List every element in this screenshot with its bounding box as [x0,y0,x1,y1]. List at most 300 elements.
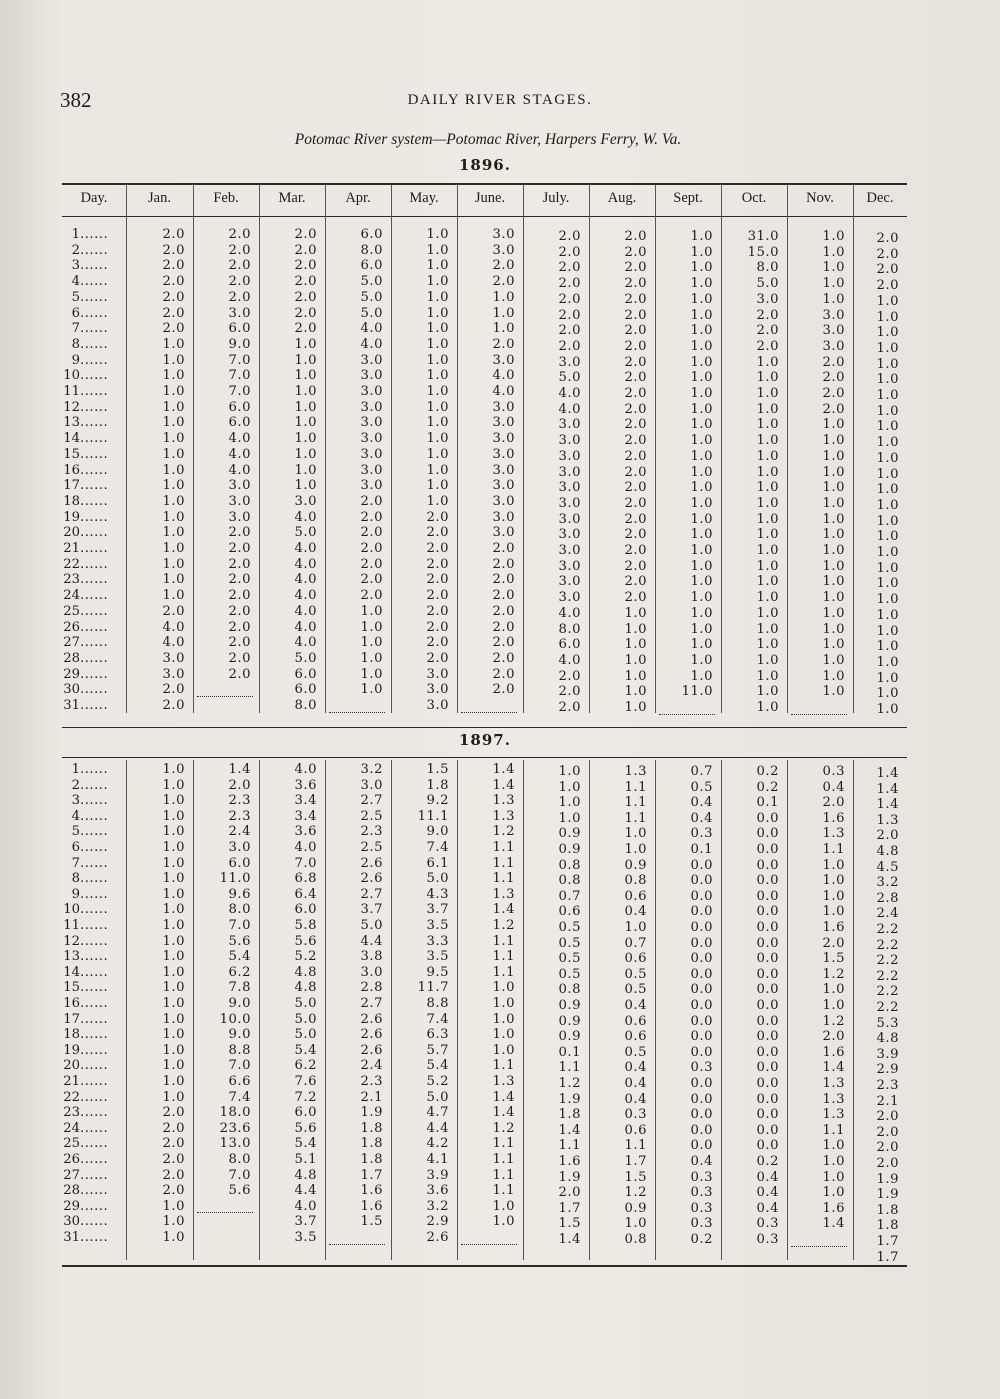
day-label [62,321,124,337]
stage-value: 2.0 [360,509,383,525]
stage-value: 4.8 [876,844,899,859]
stage-value: 1.0 [756,386,779,401]
stage-value: 9.0 [228,336,251,352]
stage-value: 1.2 [492,824,515,840]
stage-value: 1.0 [822,621,845,637]
stage-value: 2.8 [360,980,383,996]
stage-value: 1.0 [426,431,449,447]
stage-value: 1.0 [822,511,845,527]
stage-value: 2.9 [876,1062,899,1078]
column-divider [721,185,722,713]
day-label [62,918,124,934]
stage-value: 0.0 [690,935,713,951]
leader-dots: ...... [80,682,109,698]
stage-value: 2.0 [294,242,317,258]
stage-value: 0.3 [690,1216,713,1232]
stage-value: 5.0 [360,918,383,933]
stage-value: 2.0 [624,323,647,339]
day-number: 18 [63,1027,80,1043]
stage-value: 5.1 [294,1152,317,1167]
day-label [62,871,124,887]
stage-value: 4.8 [876,1031,899,1047]
stage-value: 2.0 [294,258,317,274]
stage-value: 2.3 [360,824,383,840]
stage-value: 11.7 [417,980,449,996]
column-divider [853,760,854,1260]
stage-value: 1.0 [426,321,449,337]
leader-dots: ...... [80,980,109,996]
stage-value: 1.0 [294,399,317,415]
stage-value: 4.0 [228,431,251,447]
stage-value: 3.0 [822,307,845,323]
stage-value: 3.2 [876,875,899,891]
stage-value: 1.0 [294,336,317,352]
leader-dots: ...... [80,902,109,918]
stage-value: 2.0 [228,619,251,635]
stage-value: 3.0 [492,478,515,494]
stage-value: 0.3 [690,826,713,842]
stage-value: 1.0 [756,700,779,715]
stage-value: 2.4 [228,824,251,840]
stage-value: 1.0 [876,293,899,309]
stage-value: 1.0 [294,462,317,478]
stage-value: 1.1 [822,842,845,857]
stage-value: 1.1 [492,855,515,871]
stage-value: 0.2 [690,1232,713,1247]
stage-value: 2.0 [228,258,251,274]
stage-value: 1.1 [492,949,515,965]
leader-dots: ...... [80,777,109,793]
stage-value: 5.0 [426,1089,449,1105]
empty-cell-leader [791,714,847,715]
stage-value: 1.5 [558,1216,581,1232]
stage-value: 2.0 [162,603,185,619]
stage-value: 4.0 [558,605,581,621]
stage-value: 2.0 [492,572,515,588]
stage-value: 3.0 [162,666,185,682]
stage-value: 1.0 [822,291,845,307]
stage-value: 1.0 [690,511,713,527]
stage-value: 1.0 [162,933,185,949]
stage-value: 1.0 [162,399,185,415]
stage-value: 0.4 [756,1200,779,1216]
day-label [62,840,124,856]
year-heading-1896: 1896. [459,156,511,174]
stage-value: 3.0 [558,574,581,590]
day-number: 30 [63,1214,80,1230]
stage-value: 11.0 [681,684,713,700]
stage-value: 1.2 [492,918,515,933]
day-label [62,306,124,322]
stage-value: 3.0 [360,964,383,980]
stage-value: 0.6 [624,951,647,967]
stage-value: 3.6 [426,1183,449,1199]
stage-value: 3.0 [558,527,581,543]
stage-value: 3.0 [492,446,515,462]
leader-dots: ...... [80,855,109,871]
leader-dots: ...... [80,368,109,384]
stage-value: 1.0 [162,964,185,980]
day-label [62,463,124,479]
day-label [62,525,124,541]
column-divider [787,760,788,1260]
column-divider [391,185,392,713]
empty-cell-leader [197,696,253,697]
day-label [62,1136,124,1152]
day-number: 12 [63,933,80,949]
day-number: 28 [63,650,80,666]
stage-value: 2.0 [162,274,185,290]
stage-value: 0.4 [690,1154,713,1169]
stage-value: 0.4 [756,1169,779,1185]
stage-value: 7.4 [426,1011,449,1027]
empty-cell-leader [329,1244,385,1245]
stage-value: 4.7 [426,1105,449,1121]
leader-dots: ...... [80,525,109,541]
stage-value: 1.0 [690,338,713,354]
stage-value: 1.9 [558,1169,581,1185]
stage-value: 11.1 [417,808,449,824]
stage-value: 1.0 [690,323,713,339]
stage-value: 2.0 [756,307,779,323]
stage-value: 1.0 [162,949,185,965]
stage-value: 2.2 [876,1000,899,1015]
stage-value: 1.0 [162,1089,185,1105]
stage-value: 1.0 [756,668,779,684]
day-label [62,1121,124,1137]
stage-value: 1.0 [624,668,647,684]
stage-value: 4.4 [294,1183,317,1199]
column-divider [523,185,524,713]
stage-value: 1.0 [426,493,449,509]
stage-value: 4.2 [426,1136,449,1152]
stage-value: 1.0 [624,684,647,700]
stage-value: 3.0 [360,384,383,399]
stage-value: 2.4 [876,906,899,922]
stage-value: 1.0 [162,446,185,462]
stage-value: 7.0 [228,1058,251,1074]
stage-value: 1.0 [756,574,779,590]
stage-value: 1.0 [492,996,515,1011]
stage-value: 3.0 [426,698,449,713]
stage-value: 2.6 [426,1230,449,1245]
stage-value: 0.0 [690,920,713,935]
stage-value: 3.0 [558,558,581,574]
stage-value: 1.4 [492,1089,515,1105]
stage-value: 0.0 [690,873,713,889]
stage-value: 1.6 [360,1198,383,1214]
column-divider [259,185,260,713]
leader-dots: ...... [80,886,109,902]
stage-value: 6.0 [228,321,251,337]
stage-value: 4.0 [294,588,317,604]
stage-value: 1.7 [558,1200,581,1216]
stage-value: 1.7 [876,1249,899,1265]
header-day: Day. [80,190,108,206]
column-divider [193,185,194,713]
stage-value: 0.8 [558,873,581,889]
stage-value: 3.0 [426,666,449,682]
leader-dots: ...... [80,1136,109,1152]
header-month-3: Mar. [278,190,306,206]
leader-dots: ...... [80,1105,109,1121]
stage-value: 5.0 [294,525,317,541]
day-label [62,824,124,840]
day-label [62,1168,124,1184]
stage-value: 1.9 [876,1171,899,1187]
stage-value: 2.3 [228,808,251,824]
stage-value: 1.0 [492,1027,515,1043]
stage-value: 1.0 [558,764,581,779]
stage-value: 1.0 [822,464,845,480]
stage-value: 1.6 [360,1183,383,1199]
empty-cell-leader [791,1246,847,1247]
leader-dots: ...... [80,1152,109,1167]
stage-value: 1.0 [876,309,899,325]
stage-value: 0.4 [624,1060,647,1076]
day-label [62,604,124,620]
stage-value: 0.0 [756,888,779,904]
stage-value: 1.0 [822,684,845,700]
stage-value: 2.0 [426,509,449,525]
stage-value: 2.0 [426,619,449,635]
stage-value: 3.0 [360,415,383,431]
stage-value: 3.0 [228,840,251,855]
stage-value: 2.0 [426,650,449,666]
stage-value: 1.3 [876,812,899,828]
stage-value: 2.5 [360,808,383,824]
stage-value: 6.2 [228,964,251,980]
day-number: 13 [63,949,80,965]
leader-dots: ...... [80,603,109,619]
stage-value: 1.0 [690,605,713,621]
stage-value: 2.0 [624,480,647,496]
stage-value: 2.0 [822,401,845,417]
stage-value: 2.0 [558,276,581,292]
stage-value: 3.0 [558,480,581,496]
stage-value: 1.0 [162,541,185,556]
stage-value: 1.0 [162,1214,185,1230]
stage-value: 4.8 [294,980,317,996]
stage-value: 6.6 [228,1074,251,1089]
stage-value: 0.9 [558,1013,581,1029]
empty-cell-leader [461,712,517,713]
stage-value: 1.1 [822,1122,845,1138]
column-divider [853,185,854,713]
day-number: 24 [63,588,80,604]
stage-value: 2.0 [228,603,251,619]
stage-value: 1.0 [756,495,779,511]
stage-value: 2.2 [876,953,899,969]
stage-value: 2.0 [294,321,317,337]
stage-value: 3.0 [360,352,383,368]
day-number: 9 [71,352,80,368]
stage-value: 2.7 [360,886,383,902]
day-label [62,809,124,825]
stage-value: 0.3 [624,1107,647,1123]
stage-value: 4.0 [558,386,581,401]
stage-value: 1.0 [876,419,899,435]
stage-value: 4.4 [360,933,383,949]
stage-value: 0.1 [756,795,779,811]
stage-value: 6.0 [294,1105,317,1121]
day-number: 20 [63,525,80,541]
stage-value: 1.0 [822,558,845,574]
stage-value: 6.0 [294,902,317,918]
stage-value: 4.5 [876,859,899,875]
stage-value: 3.0 [360,399,383,415]
stage-value: 1.0 [822,229,845,244]
stage-value: 2.0 [162,1136,185,1152]
stage-value: 8.0 [228,1152,251,1167]
stage-value: 3.0 [360,462,383,478]
stage-value: 1.3 [624,764,647,779]
stage-value: 2.0 [558,307,581,323]
stage-value: 0.0 [690,998,713,1013]
stage-value: 2.0 [228,666,251,682]
stage-value: 1.0 [162,478,185,494]
stage-value: 0.3 [822,764,845,779]
stage-value: 0.4 [690,795,713,811]
stage-value: 0.6 [624,1013,647,1029]
stage-value: 2.0 [360,556,383,572]
stage-value: 2.0 [162,1105,185,1121]
day-label [62,447,124,463]
column-divider [126,760,127,1260]
stage-value: 1.1 [558,1060,581,1076]
stage-value: 2.1 [876,1093,899,1109]
stage-value: 1.1 [492,1183,515,1199]
stage-value: 6.8 [294,871,317,887]
stage-value: 1.3 [492,1074,515,1089]
leader-dots: ...... [80,462,109,478]
stage-value: 10.0 [219,1011,251,1027]
day-label [62,949,124,965]
bottom-rule [62,1265,907,1267]
leader-dots: ...... [80,1089,109,1105]
leader-dots: ...... [80,1230,109,1245]
stage-value: 1.8 [876,1202,899,1218]
stage-value: 5.4 [426,1058,449,1074]
stage-value: 1.0 [876,403,899,419]
stage-value: 2.0 [876,1109,899,1125]
stage-value: 1.0 [690,229,713,244]
leader-dots: ...... [80,352,109,368]
stage-value: 3.0 [360,446,383,462]
day-number: 10 [63,368,80,384]
stage-value: 2.0 [228,777,251,793]
stage-value: 1.0 [822,998,845,1013]
stage-value: 1.0 [426,227,449,242]
stage-value: 1.0 [822,888,845,904]
day-label [62,572,124,588]
stage-value: 2.6 [360,1011,383,1027]
stage-value: 1.0 [822,260,845,276]
stage-value: 1.0 [162,824,185,840]
stage-value: 3.5 [294,1230,317,1245]
stage-value: 1.0 [690,527,713,543]
leader-dots: ...... [80,1183,109,1199]
stage-value: 1.0 [624,920,647,935]
stage-value: 1.9 [360,1105,383,1121]
stage-value: 1.0 [690,276,713,292]
day-label [62,1027,124,1043]
stage-value: 1.0 [756,684,779,700]
stage-value: 2.0 [162,258,185,274]
stage-value: 1.0 [876,686,899,702]
stage-value: 2.0 [492,619,515,635]
stage-value: 1.0 [756,543,779,558]
stage-value: 1.2 [822,1013,845,1029]
stage-value: 1.3 [492,808,515,824]
stage-value: 3.0 [228,509,251,525]
stage-value: 2.0 [228,650,251,666]
day-label [62,510,124,526]
stage-value: 0.5 [558,951,581,967]
stage-value: 1.0 [822,417,845,433]
stage-value: 1.0 [756,590,779,606]
stage-value: 1.0 [690,495,713,511]
stage-value: 5.0 [294,1027,317,1043]
day-label [62,353,124,369]
stage-value: 1.0 [294,415,317,431]
day-number: 14 [63,431,80,447]
stage-value: 1.0 [876,513,899,529]
header-month-9: Sept. [673,190,703,206]
leader-dots: ...... [80,996,109,1011]
stage-value: 0.5 [558,966,581,982]
stage-value: 1.0 [690,480,713,496]
stage-value: 1.0 [690,448,713,464]
stage-value: 1.0 [492,305,515,321]
stage-value: 1.0 [876,450,899,466]
stage-value: 2.7 [360,793,383,809]
stage-value: 1.0 [426,384,449,399]
leader-dots: ...... [80,1120,109,1136]
header-month-2: Feb. [213,190,239,206]
stage-value: 1.0 [162,431,185,447]
stage-value: 0.0 [756,842,779,857]
leader-dots: ...... [80,1042,109,1058]
stage-value: 3.0 [360,368,383,384]
stage-value: 0.2 [756,779,779,795]
stage-value: 4.0 [294,509,317,525]
stage-value: 1.6 [822,1200,845,1216]
stage-value: 4.0 [558,401,581,417]
stage-value: 1.4 [822,1060,845,1076]
stage-value: 1.3 [492,886,515,902]
stage-value: 1.0 [162,415,185,431]
stage-value: 1.0 [162,384,185,399]
stage-value: 1.0 [492,321,515,337]
stage-value: 2.0 [228,274,251,290]
stage-value: 1.0 [690,244,713,260]
stage-value: 4.0 [228,462,251,478]
stage-value: 1.0 [492,289,515,305]
stage-value: 1.1 [492,1136,515,1152]
header-month-4: Apr. [345,190,371,206]
stage-value: 5.2 [426,1074,449,1089]
leader-dots: ...... [80,541,109,556]
stage-value: 1.0 [876,356,899,372]
stage-value: 0.0 [690,1029,713,1045]
stage-value: 3.0 [228,478,251,494]
day-number: 1 [71,762,80,777]
stage-value: 0.9 [558,1029,581,1045]
leader-dots: ...... [80,824,109,840]
stage-value: 2.0 [624,260,647,276]
stage-value: 2.2 [876,922,899,937]
